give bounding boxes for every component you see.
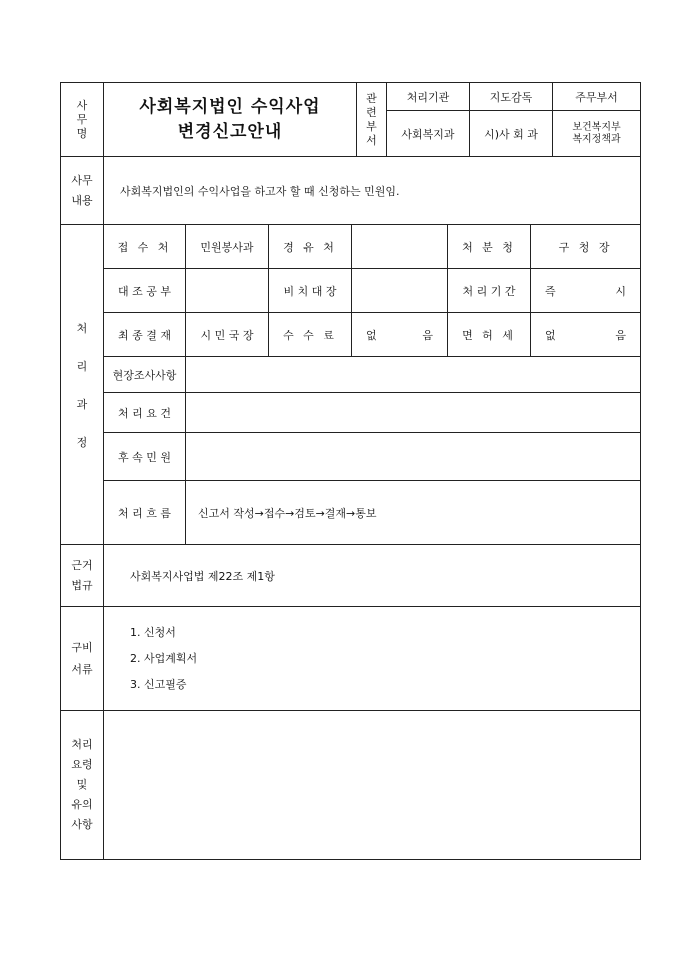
disposing-agency-label: 처 분 청 [448, 225, 531, 269]
kept-ledger-value [352, 269, 448, 313]
section-label-char: 명 [76, 126, 88, 140]
fee-label: 수 수 료 [269, 313, 352, 357]
final-approval-value: 시 민 국 장 [186, 313, 269, 357]
value-responsible-dept [553, 111, 641, 157]
site-survey-value [186, 357, 641, 393]
header-supervision: 지도감독 [470, 83, 553, 111]
processing-period-label: 처 리 기 간 [448, 269, 531, 313]
license-tax-label: 면 허 세 [448, 313, 531, 357]
header-processing-agency: 처리기관 [387, 83, 470, 111]
process-side-label [61, 225, 104, 545]
value-processing-agency: 사회복지과 [387, 111, 470, 157]
fee-char: 음 [422, 328, 433, 342]
via-office-label: 경 유 처 [269, 225, 352, 269]
documents-label [61, 607, 104, 711]
dept-line-2: 복지정책과 [572, 133, 621, 145]
label-line: 근거 [71, 558, 93, 572]
tax-char: 음 [615, 328, 627, 342]
list-item: 2. 사업계획서 [130, 651, 198, 665]
header-responsible-dept: 주무부서 [553, 83, 641, 111]
label-line: 구비 [71, 640, 93, 654]
list-item: 3. 신고필증 [130, 677, 187, 691]
legal-basis-label [61, 545, 104, 607]
section-label-char: 사 [76, 98, 88, 112]
process-side-char: 정 [76, 435, 88, 449]
related-dept-char: 관 [366, 91, 377, 105]
processing-period-value [531, 269, 641, 313]
followup-value [186, 433, 641, 481]
site-survey-label: 현장조사사항 [104, 357, 186, 393]
flow-text: 신고서 작성→접수→검토→결재→통보 [186, 481, 641, 545]
related-dept-label [357, 83, 387, 157]
license-tax-value [531, 313, 641, 357]
process-side-char: 처 [76, 321, 88, 335]
period-char: 시 [615, 284, 627, 298]
process-side-char: 과 [76, 397, 88, 411]
notice-form [60, 82, 640, 860]
label-line: 및 [76, 778, 88, 791]
receiving-office-label: 접 수 처 [104, 225, 186, 269]
tax-char: 없 [545, 328, 556, 342]
title-line-2: 변경신고안내 [177, 121, 283, 142]
label-line: 요령 [71, 758, 93, 771]
task-content-label [61, 157, 104, 225]
flow-label: 처 리 흐 름 [104, 481, 186, 545]
fee-char: 없 [366, 328, 377, 342]
label-line: 법규 [71, 578, 93, 592]
title-line-1: 사회복지법인 수익사업 [139, 96, 321, 117]
followup-label: 후 속 민 원 [104, 433, 186, 481]
section-label [61, 83, 104, 157]
section-label-char: 무 [76, 112, 88, 126]
legal-basis-text: 사회복지사업법 제22조 제1항 [104, 545, 641, 607]
notes-content [104, 711, 641, 860]
kept-ledger-label: 비 치 대 장 [269, 269, 352, 313]
label-line: 처리 [71, 738, 93, 751]
value-supervision: 시)사 회 과 [470, 111, 553, 157]
task-content-text: 사회복지법인의 수익사업을 하고자 할 때 신청하는 민원임. [104, 157, 641, 225]
fee-value [352, 313, 448, 357]
reference-register-value [186, 269, 269, 313]
period-char: 즉 [545, 284, 556, 298]
receiving-office-value: 민원봉사과 [186, 225, 269, 269]
related-dept-char: 서 [366, 133, 377, 147]
related-dept-char: 부 [366, 119, 377, 133]
disposing-agency-value: 구 청 장 [531, 225, 641, 269]
requirements-value [186, 393, 641, 433]
process-side-char: 리 [76, 359, 88, 373]
final-approval-label: 최 종 결 재 [104, 313, 186, 357]
documents-list [104, 607, 641, 711]
label-line: 내용 [71, 193, 93, 207]
requirements-label: 처 리 요 건 [104, 393, 186, 433]
label-line: 사항 [71, 818, 93, 831]
notes-label [61, 711, 104, 860]
via-office-value [352, 225, 448, 269]
dept-line-1: 보건복지부 [572, 121, 621, 133]
label-line: 사무 [71, 173, 93, 187]
related-dept-char: 련 [366, 105, 377, 119]
label-line: 유의 [71, 798, 93, 811]
list-item: 1. 신청서 [130, 625, 176, 639]
document-title [104, 83, 357, 157]
reference-register-label: 대 조 공 부 [104, 269, 186, 313]
process-table [60, 156, 641, 860]
label-line: 서류 [71, 662, 93, 676]
header-table [60, 82, 641, 157]
